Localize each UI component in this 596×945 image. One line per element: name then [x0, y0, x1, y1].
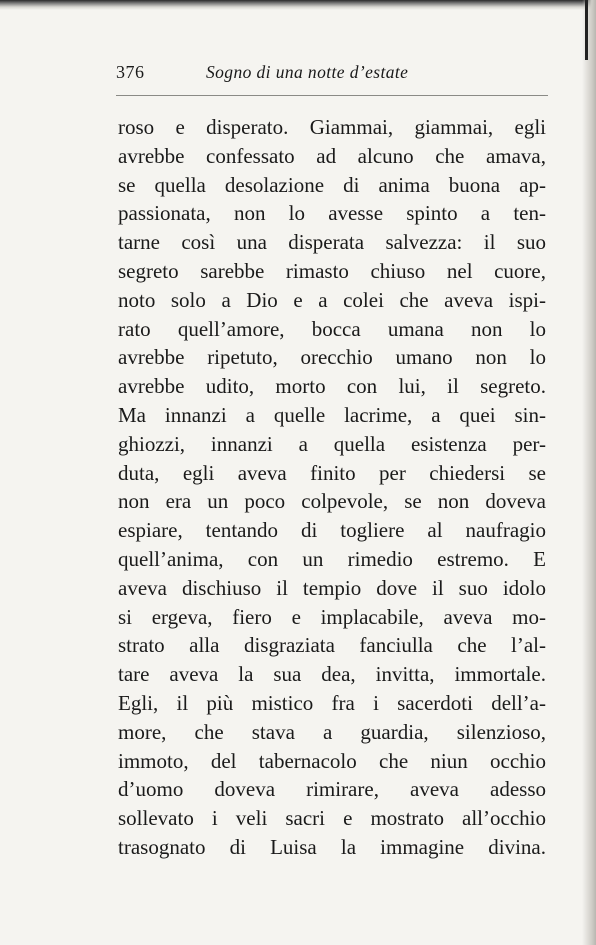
- running-header: [116, 62, 541, 86]
- text-line: roso e disperato. Giammai, giammai, egli: [118, 115, 546, 139]
- text-line: strato alla disgraziata fanciulla che l’al-: [118, 633, 546, 658]
- text-line: rato quell’amore, bocca umana non lo: [118, 316, 546, 341]
- text-line: more, che stava a guardia, silenzioso,: [118, 719, 546, 744]
- text-line: passionata, non lo avesse spinto a ten-: [118, 201, 546, 226]
- text-line: trasognato di Luisa la immagine divina.: [118, 834, 546, 859]
- page-top-edge: [0, 0, 596, 10]
- text-line: aveva dischiuso il tempio dove il suo idolo: [118, 575, 546, 600]
- text-line: Egli, il più mistico fra i sacerdoti dell’a-: [118, 690, 546, 715]
- text-line: d’uomo doveva rimirare, aveva adesso: [118, 777, 546, 802]
- text-line: Ma innanzi a quelle lacrime, a quei sin-: [118, 402, 546, 427]
- text-line: non era un poco colpevole, se non doveva: [118, 489, 546, 514]
- text-line: segreto sarebbe rimasto chiuso nel cuore,: [118, 258, 546, 283]
- text-line: tare aveva la sua dea, invitta, immortale.: [118, 662, 546, 687]
- text-line: avrebbe udito, morto con lui, il segreto.: [118, 374, 546, 399]
- page-right-edge: [582, 0, 596, 945]
- text-line: avrebbe confessato ad alcuno che amava,: [118, 143, 546, 168]
- text-line: quell’anima, con un rimedio estremo. E: [118, 546, 546, 571]
- text-line: espiare, tentando di togliere al naufragio: [118, 518, 546, 543]
- text-line: si ergeva, fiero e implacabile, aveva mo-: [118, 604, 546, 629]
- running-title: Sogno di una notte d’estate: [206, 62, 409, 82]
- text-line: tarne così una disperata salvezza: il suo: [118, 230, 546, 255]
- binding-mark: [585, 0, 588, 60]
- text-line: avrebbe ripetuto, orecchio umano non lo: [118, 345, 546, 370]
- text-line: duta, egli aveva finito per chiedersi se: [118, 460, 546, 485]
- text-line: immoto, del tabernacolo che niun occhio: [118, 748, 546, 773]
- body-text: [118, 113, 546, 862]
- text-line: noto solo a Dio e a colei che aveva ispi-: [118, 287, 546, 312]
- page-number: 376: [116, 62, 145, 82]
- text-line: ghiozzi, innanzi a quella esistenza per-: [118, 431, 546, 456]
- text-line: se quella desolazione di anima buona ap-: [118, 172, 546, 197]
- text-line: sollevato i veli sacri e mostrato all’occhio: [118, 806, 546, 831]
- header-rule: [116, 95, 548, 96]
